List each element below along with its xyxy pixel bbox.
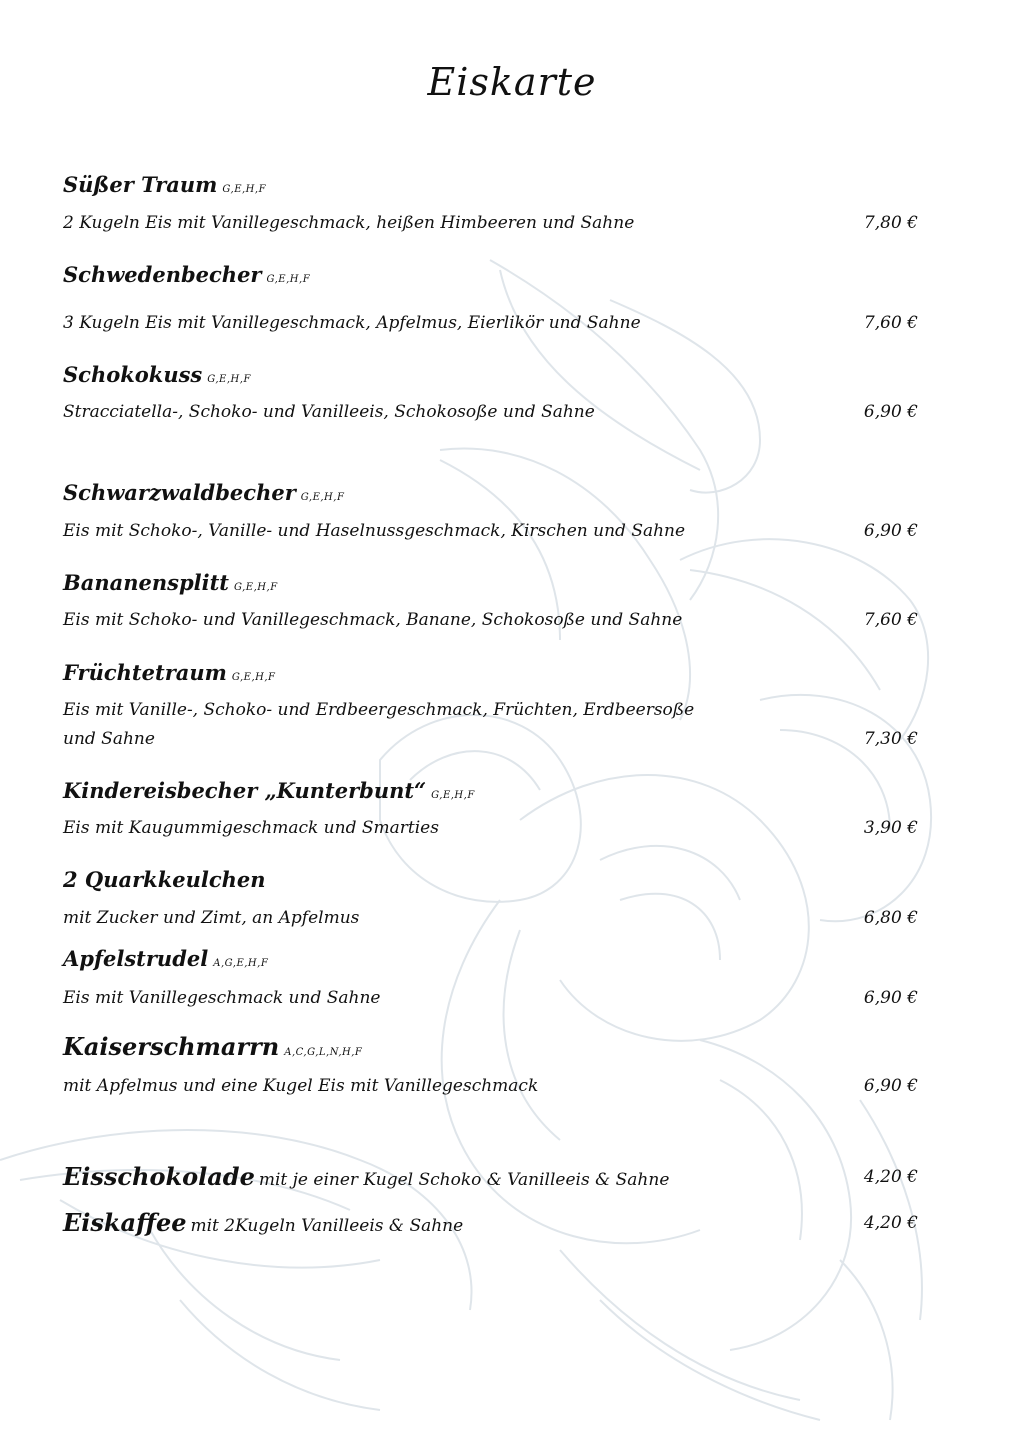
menu-item-price: 7,60 € bbox=[863, 313, 918, 333]
item-name-text: Bananensplitt bbox=[63, 570, 229, 595]
allergen-codes: G,E,H,F bbox=[300, 492, 345, 503]
menu-item-description: Eis mit Kaugummigeschmack und Smarties bbox=[63, 818, 439, 838]
menu-item-price: 6,80 € bbox=[863, 908, 918, 928]
item-name-text: Kindereisbecher „Kunterbunt“ bbox=[63, 778, 427, 803]
menu-item-name bbox=[63, 778, 475, 803]
item-name-text: Schwedenbecher bbox=[63, 262, 262, 287]
menu-item-price: 7,60 € bbox=[863, 610, 918, 630]
item-name-text: 2 Quarkkeulchen bbox=[63, 867, 266, 892]
allergen-codes: G,E,H,F bbox=[231, 672, 276, 683]
menu-item-description: Stracciatella-, Schoko- und Vanilleeis, Schokosoße und Sahne bbox=[63, 402, 595, 422]
menu-item-name bbox=[63, 1032, 362, 1061]
menu-item-name bbox=[63, 867, 266, 892]
drink-name: Eisschokolade bbox=[63, 1162, 255, 1191]
menu-item-price: 6,90 € bbox=[863, 1076, 918, 1096]
item-name-text: Schokokuss bbox=[63, 362, 203, 387]
item-name-text: Süßer Traum bbox=[63, 172, 218, 197]
menu-item-description: mit Zucker und Zimt, an Apfelmus bbox=[63, 908, 360, 928]
menu-item-price: 6,90 € bbox=[863, 521, 918, 541]
drink-price: 4,20 € bbox=[863, 1167, 918, 1187]
menu-item-price: 6,90 € bbox=[863, 402, 918, 422]
drink-item bbox=[63, 1208, 463, 1237]
drink-description: mit 2Kugeln Vanilleeis & Sahne bbox=[190, 1216, 464, 1236]
menu-item-description: Eis mit Schoko-, Vanille- und Haselnussgeschmack, Kirschen und Sahne bbox=[63, 521, 686, 541]
allergen-codes: A,C,G,L,N,H,F bbox=[284, 1047, 363, 1058]
allergen-codes: G,E,H,F bbox=[222, 184, 267, 195]
menu-item-description: 2 Kugeln Eis mit Vanillegeschmack, heißen Himbeeren und Sahne bbox=[63, 213, 635, 233]
allergen-codes: G,E,H,F bbox=[266, 274, 311, 285]
menu-item-name bbox=[63, 570, 278, 595]
allergen-codes: G,E,H,F bbox=[234, 582, 278, 593]
menu-item-description: Eis mit Vanille-, Schoko- und Erdbeergeschmack, Früchten, Erdbeersoße bbox=[63, 700, 695, 720]
menu-item-description: mit Apfelmus und eine Kugel Eis mit Vanillegeschmack bbox=[63, 1076, 539, 1096]
drink-description: mit je einer Kugel Schoko & Vanilleeis & Sahne bbox=[258, 1170, 670, 1190]
menu-item-name bbox=[63, 262, 310, 287]
item-name-text: Apfelstrudel bbox=[63, 946, 209, 971]
menu-item-description: Eis mit Schoko- und Vanillegeschmack, Banane, Schokosoße und Sahne bbox=[63, 610, 683, 630]
drink-item bbox=[63, 1162, 669, 1191]
menu-item-price: 3,90 € bbox=[863, 818, 918, 838]
drink-price: 4,20 € bbox=[863, 1213, 918, 1233]
menu-item-name bbox=[63, 660, 276, 685]
menu-item-name bbox=[63, 362, 251, 387]
menu-item-name bbox=[63, 172, 266, 197]
allergen-codes: A,G,E,H,F bbox=[213, 958, 269, 969]
item-name-text: Kaiserschmarrn bbox=[63, 1032, 280, 1061]
menu-item-price: 6,90 € bbox=[863, 988, 918, 1008]
item-name-text: Schwarzwaldbecher bbox=[63, 480, 296, 505]
menu-item-price: 7,80 € bbox=[863, 213, 918, 233]
item-name-text: Früchtetraum bbox=[63, 660, 227, 685]
menu-item-description-continued: und Sahne bbox=[63, 729, 155, 749]
page-title: Eiskarte bbox=[427, 60, 597, 104]
drink-name: Eiskaffee bbox=[63, 1208, 187, 1237]
menu-item-description: 3 Kugeln Eis mit Vanillegeschmack, Apfelmus, Eierlikör und Sahne bbox=[63, 313, 641, 333]
allergen-codes: G,E,H,F bbox=[207, 374, 251, 385]
menu-item-name bbox=[63, 480, 344, 505]
menu-item-name bbox=[63, 946, 268, 971]
menu-item-description: Eis mit Vanillegeschmack und Sahne bbox=[63, 988, 381, 1008]
allergen-codes: G,E,H,F bbox=[431, 790, 475, 801]
menu-item-price: 7,30 € bbox=[863, 729, 918, 749]
